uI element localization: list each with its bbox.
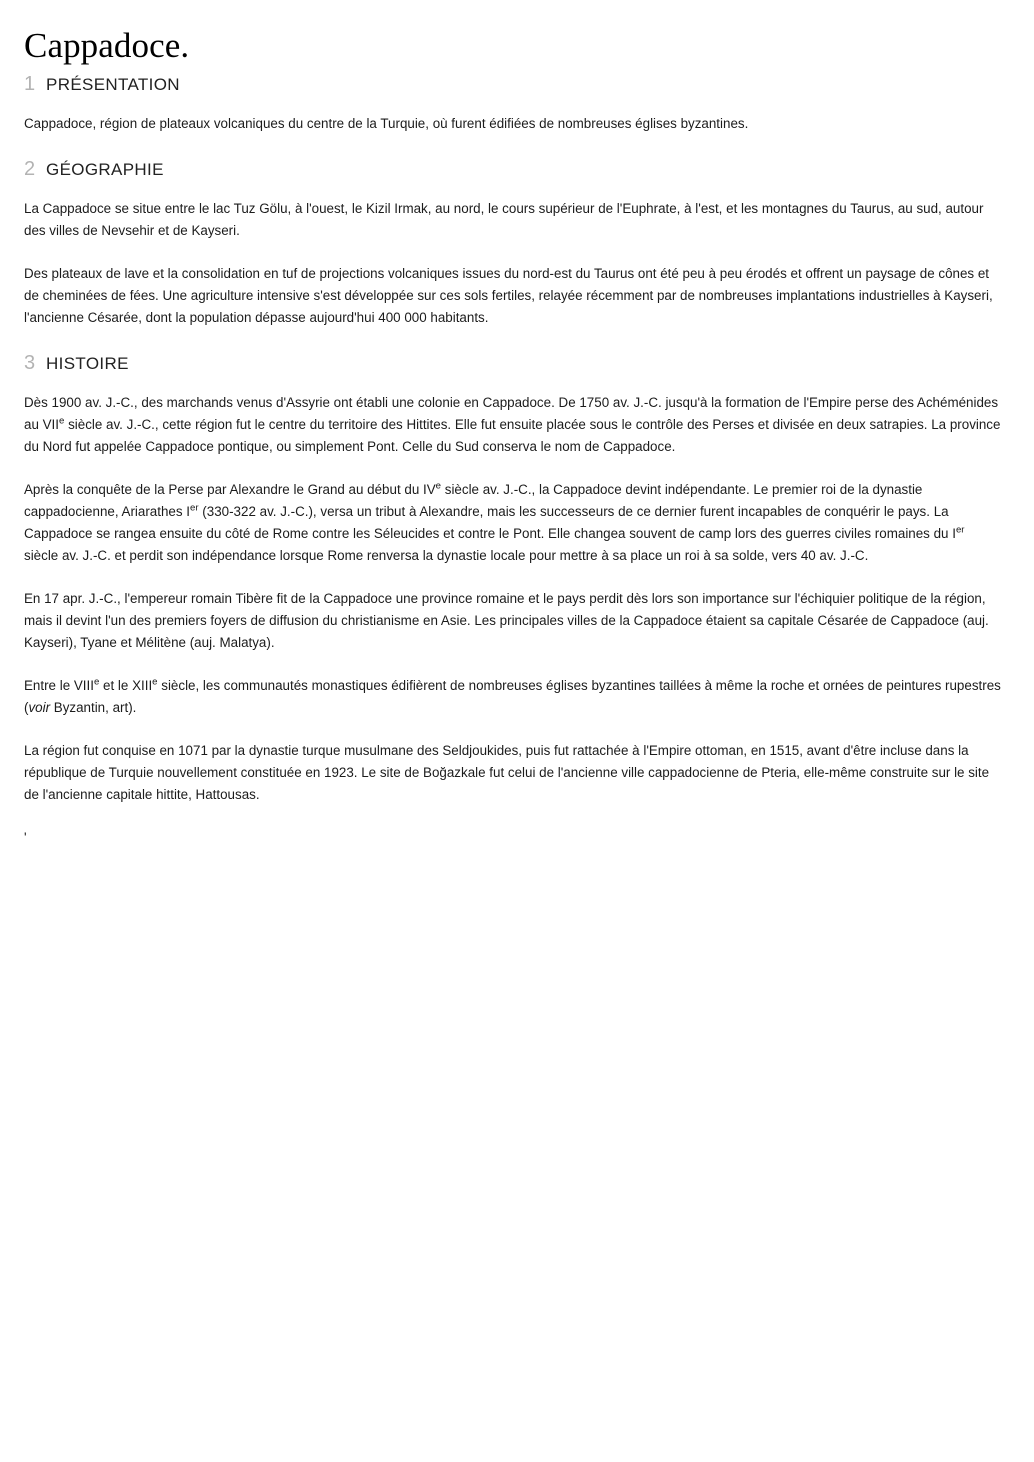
superscript: e bbox=[152, 676, 158, 688]
section-body bbox=[24, 392, 1002, 806]
section-label: HISTOIRE bbox=[46, 354, 129, 374]
section-number: 1 bbox=[24, 73, 36, 96]
paragraph bbox=[24, 588, 1002, 654]
section-g-ographie bbox=[24, 157, 1002, 329]
emphasis: voir bbox=[28, 700, 51, 716]
text-run: siècle, les communautés monastiques édifièrent de nombreuses églises byzantines taillées à même la roche et ornées de peintures rupestres ( bbox=[24, 678, 1001, 716]
text-run: Byzantin, art). bbox=[50, 700, 137, 716]
paragraph bbox=[24, 479, 1002, 567]
text-run: Dès 1900 av. J.-C., des marchands venus d'Assyrie ont établi une colonie en Cappadoce. De 1750 av. J.-C. jusqu'à la formation de l'Empire perse des Achéménides au VII bbox=[24, 395, 999, 433]
section-number: 3 bbox=[24, 352, 36, 375]
superscript: er bbox=[955, 524, 965, 536]
text-run: siècle av. J.-C. et perdit son indépendance lorsque Rome renversa la dynastie locale pour mettre à sa place un roi à sa solde, vers 40 av. J.-C. bbox=[24, 548, 869, 564]
section-number: 2 bbox=[24, 158, 36, 181]
section-label: GÉOGRAPHIE bbox=[46, 160, 164, 180]
paragraph: Cappadoce, région de plateaux volcaniques du centre de la Turquie, où furent édifiées de nombreuses églises byzantines. bbox=[24, 116, 749, 132]
superscript: e bbox=[93, 676, 100, 688]
page-title: Cappadoce. bbox=[24, 26, 190, 65]
trailing-mark: ' bbox=[24, 830, 27, 846]
section-heading bbox=[24, 157, 1002, 182]
text-run: La région fut conquise en 1071 par la dynastie turque musulmane des Seldjoukides, puis fut rattachée à l'Empire ottoman, en 1515, avant d'être incluse dans la république de Turquie nouvellement constituée en 1923. Le site de Boğazkale fut celui de l'ancienne ville cappadocienne de Pteria, elle-même construite sur le site de l'ancienne capitale hittite, Hattousas. bbox=[24, 743, 990, 803]
superscript: e bbox=[435, 480, 442, 492]
section-heading bbox=[24, 72, 1002, 97]
paragraph: La Cappadoce se situe entre le lac Tuz Gölu, à l'ouest, le Kizil Irmak, au nord, le cours supérieur de l'Euphrate, à l'est, et les montagnes du Taurus, au sud, autour des villes de Nevsehir et de Kayseri. bbox=[24, 201, 984, 239]
section-heading bbox=[24, 351, 1002, 376]
text-run: En 17 apr. J.-C., l'empereur romain Tibère fit de la Cappadoce une province romaine et le pays perdit dès lors son importance sur l'échiquier politique de la région, mais il devint l'un des premiers foyers de diffusion du christianisme en Asie. Les principales villes de la Cappadoce étaient sa capitale Césarée de Cappadoce (auj. Kayseri), Tyane et Mélitène (auj. Malatya). bbox=[24, 591, 989, 651]
text-run: siècle av. J.-C., la Cappadoce devint indépendante. Le premier roi de la dynastie cappadocienne, Ariarathes I bbox=[24, 482, 923, 520]
text-run: siècle av. J.-C., cette région fut le centre du territoire des Hittites. Elle fut ensuite placée sous le contrôle des Perses et divisée en deux satrapies. La province du Nord fut appelée Cappadoce pontique, ou simplement Pont. Celle du Sud conserva le nom de Cappadoce. bbox=[24, 417, 1001, 455]
text-run: et le XIII bbox=[99, 678, 153, 694]
section-histoire bbox=[24, 351, 1002, 806]
text-run: Entre le VIII bbox=[24, 678, 94, 694]
section-pr-sentation bbox=[24, 72, 1002, 135]
text-run: (330-322 av. J.-C.), versa un tribut à Alexandre, mais les successeurs de ce dernier furent incapables de conquérir le pays. La Cappadoce se rangea ensuite du côté de Rome contre les Séleucides et contre le Pont. Elle changea souvent de camp lors des guerres civiles romaines du I bbox=[24, 504, 956, 542]
section-body bbox=[24, 113, 1002, 135]
paragraph bbox=[24, 740, 1002, 806]
paragraph: Des plateaux de lave et la consolidation en tuf de projections volcaniques issues du nord-est du Taurus ont été peu à peu érodés et offrent un paysage de cônes et de cheminées de fées. Une agriculture intensive s'est développée sur ces sols fertiles, relayée récemment par de nombreuses implantations industrielles à Kayseri, l'ancienne Césarée, dont la population dépasse aujourd'hui 400 000 habitants. bbox=[24, 266, 993, 326]
section-body bbox=[24, 198, 1002, 329]
paragraph bbox=[24, 392, 1002, 458]
sections-container bbox=[24, 72, 1002, 806]
section-label: PRÉSENTATION bbox=[46, 75, 180, 95]
superscript: er bbox=[190, 502, 199, 514]
text-run: Après la conquête de la Perse par Alexandre le Grand au début du IV bbox=[24, 482, 436, 498]
paragraph bbox=[24, 675, 1002, 719]
superscript: e bbox=[59, 415, 65, 427]
